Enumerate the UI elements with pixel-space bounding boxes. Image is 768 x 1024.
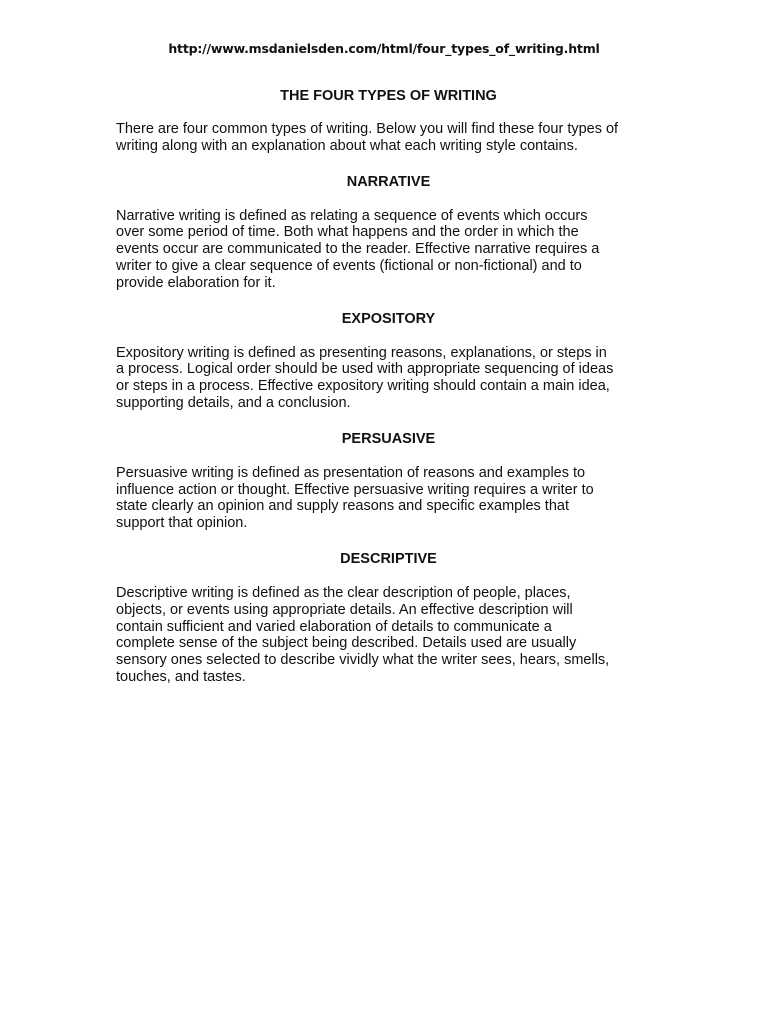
intro-paragraph: There are four common types of writing. Below you will find these four types of writing along with an explanation about what each writing style contains. [116,121,619,154]
document-body [116,88,661,686]
section-text-persuasive: Persuasive writing is defined as presentation of reasons and examples to influence action or thought. Effective persuasive writing requires a writer to state clearly an opinion and supply reasons and specific examples that support that opinion. [116,464,594,532]
section-text-descriptive: Descriptive writing is defined as the clear description of people, places, objects, or events using appropriate details. An effective description will contain sufficient and varied elaboration of details to communicate a complete sense of the subject being described. Details used are usually sensory ones selected to describe vividly what the writer sees, hears, smells, touches, and tastes. [116,584,610,685]
section-text-narrative: Narrative writing is defined as relating a sequence of events which occurs over some period of time. Both what happens and the order in which the events occur are communicated to the reader. Effective narrative requires a writer to give a clear sequence of events (fictional or non-fictional) and to provide elaboration for it. [116,207,600,291]
section-heading-descriptive: DESCRIPTIVE [340,550,437,567]
document-title: THE FOUR TYPES OF WRITING [280,88,497,104]
section-heading-persuasive: PERSUASIVE [341,430,436,447]
section-heading-expository: EXPOSITORY [341,310,436,327]
section-heading-narrative: NARRATIVE [346,173,431,190]
section-text-expository: Expository writing is defined as presenting reasons, explanations, or steps in a process. Logical order should be used with appropriate sequencing of ideas or steps in a process. Effective expository writing should contain a main idea, supporting details, and a conclusion. [116,344,614,411]
source-url: http://www.msdanielsden.com/html/four_types_of_writing.html [168,41,600,56]
